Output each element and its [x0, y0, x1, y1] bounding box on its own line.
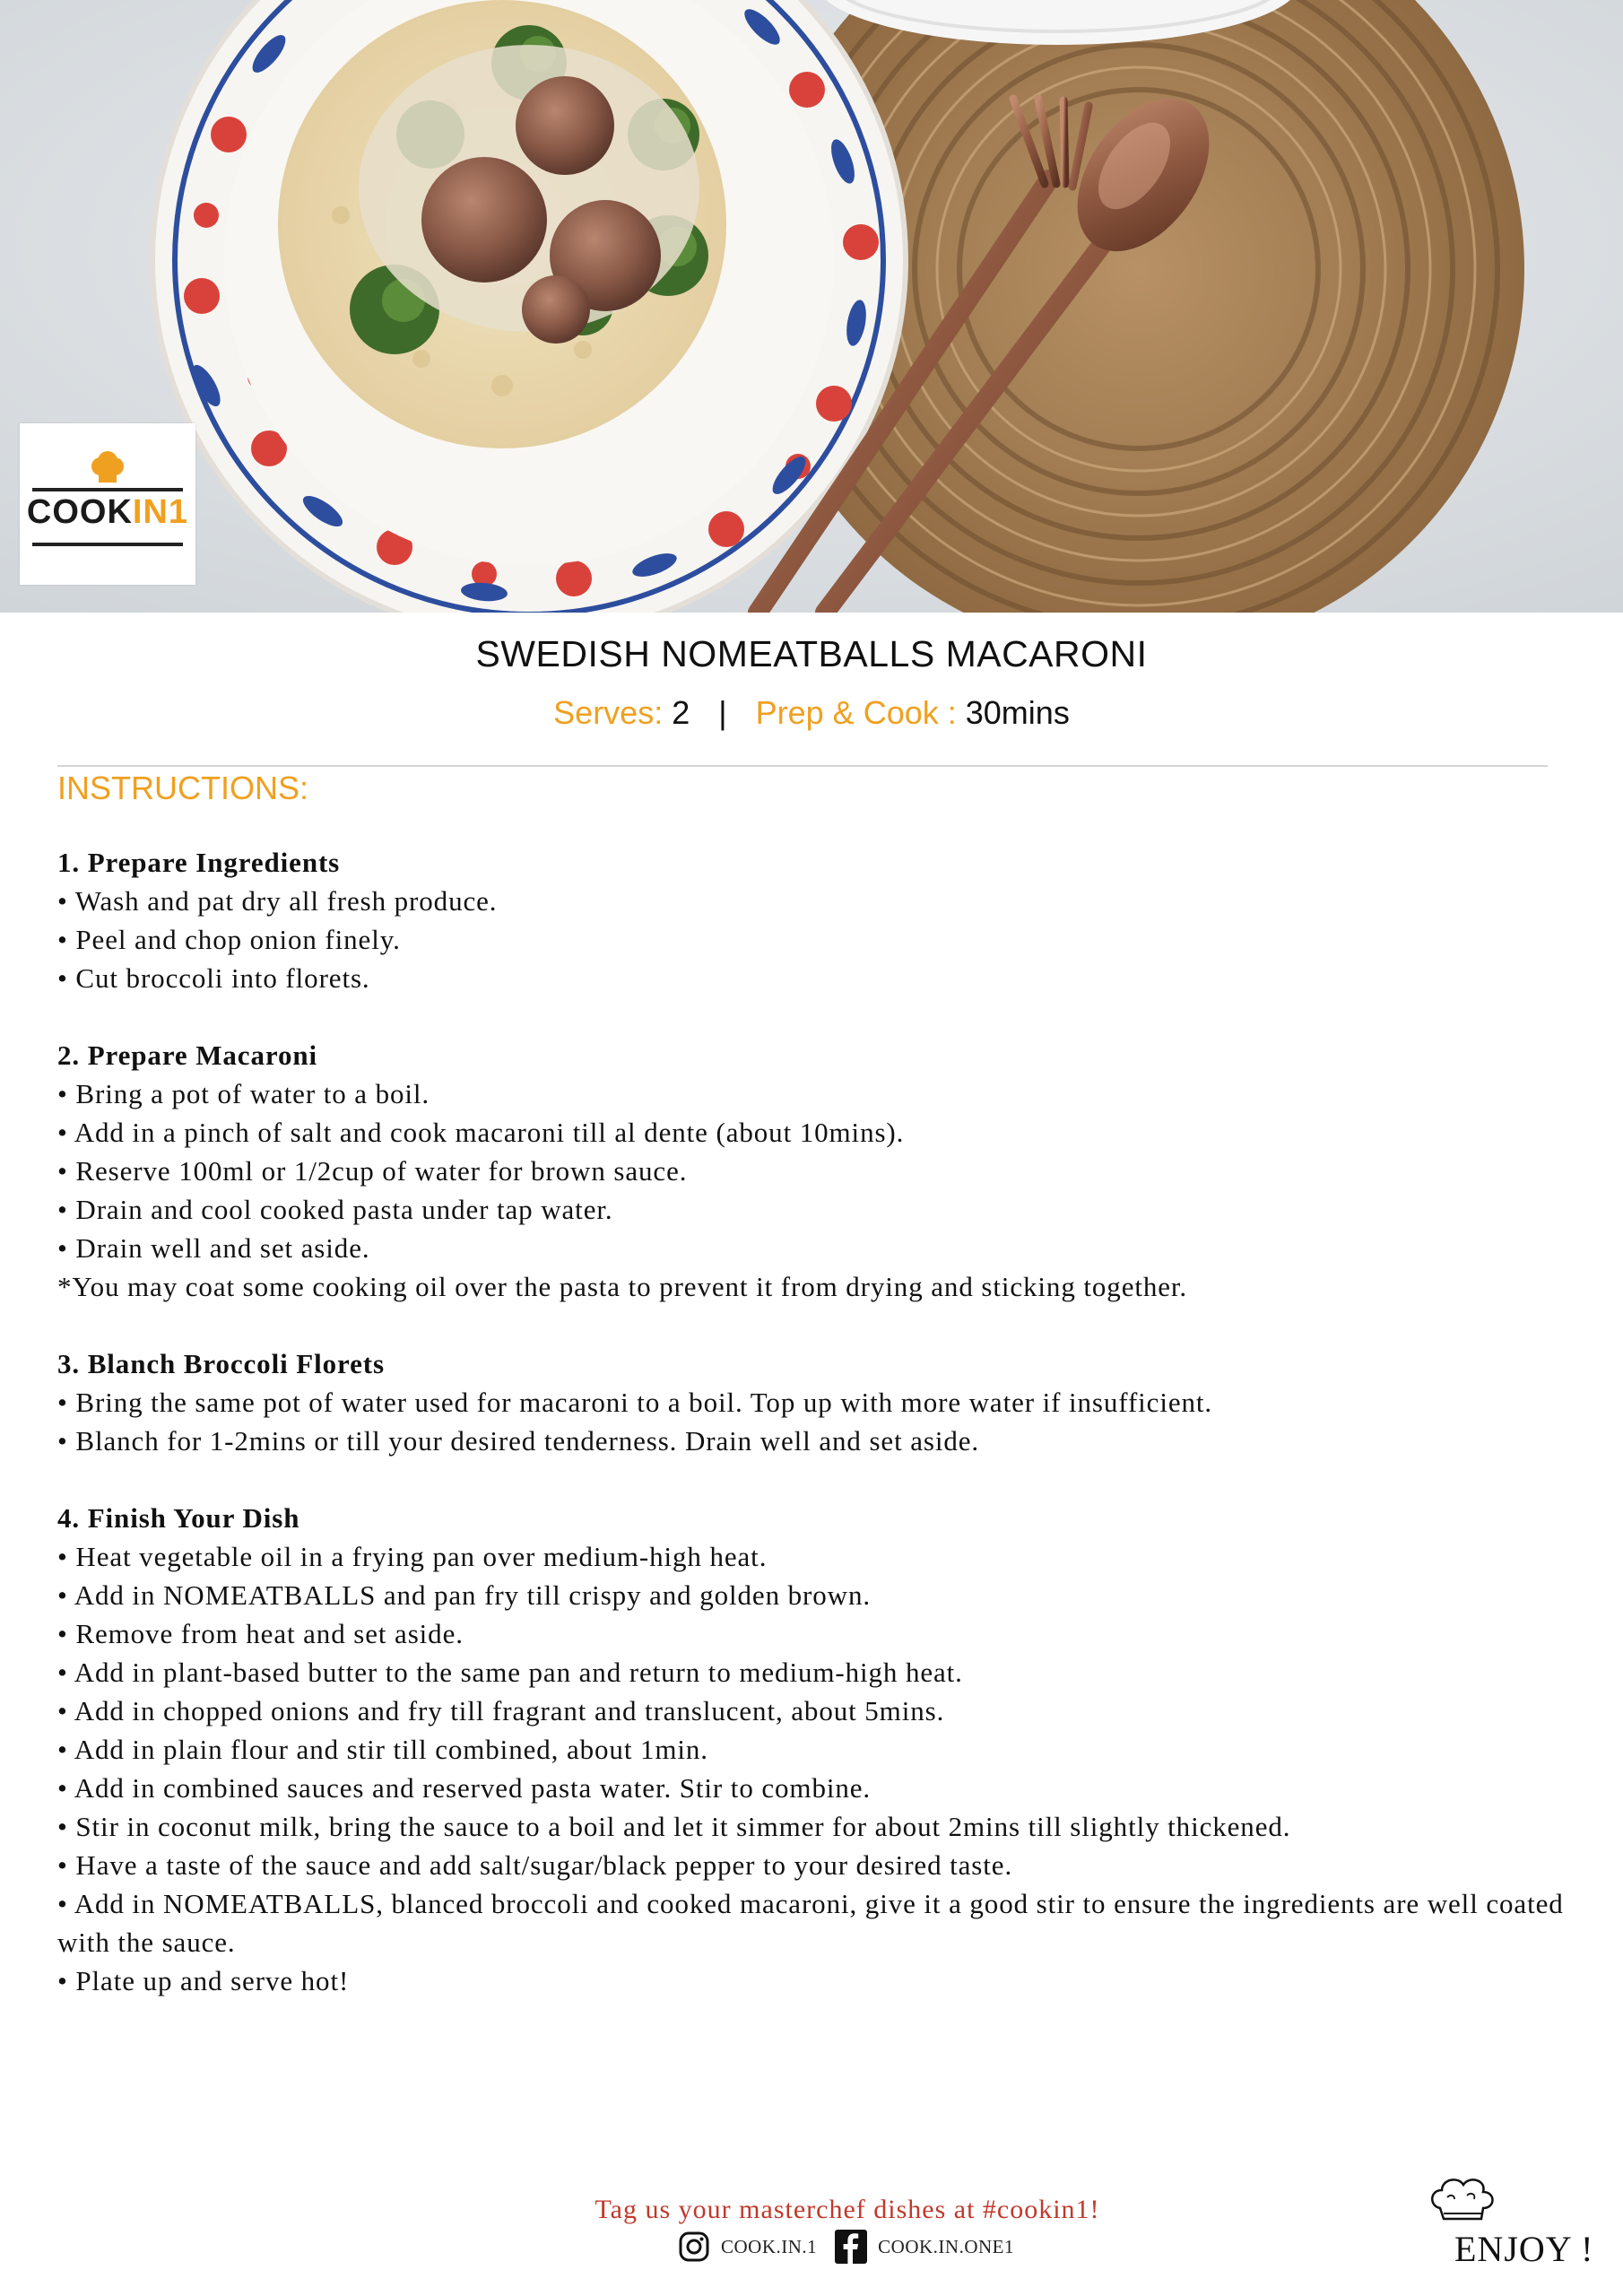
step-title: 4. Finish Your Dish — [57, 1502, 300, 1534]
chef-hat-icon — [1428, 2172, 1499, 2235]
instagram-link[interactable] — [678, 2231, 817, 2263]
step-line: • Bring a pot of water to a boil. — [57, 1078, 430, 1109]
step-3 — [57, 1344, 1564, 1460]
step-line: • Add in chopped onions and fry till fragrant and translucent, about 5mins. — [57, 1695, 945, 1726]
step-line: • Remove from heat and set aside. — [57, 1618, 464, 1649]
step-title: 3. Blanch Broccoli Florets — [57, 1348, 385, 1379]
facebook-icon — [835, 2230, 867, 2264]
enjoy-badge — [1428, 2172, 1607, 2271]
meta-separator: | — [718, 694, 727, 731]
cookin1-logo — [20, 423, 195, 585]
logo-wordmark: COOKIN1 — [26, 493, 189, 531]
prep-label: Prep & Cook : — [755, 694, 957, 731]
step-line: • Cut broccoli into florets. — [57, 962, 370, 994]
step-line: • Have a taste of the sauce and add salt/sugar/black pepper to your desired taste. — [57, 1849, 1013, 1881]
social-links — [678, 2228, 1032, 2266]
recipe-meta — [0, 694, 1623, 732]
facebook-link[interactable] — [835, 2230, 1014, 2264]
instructions-heading: INSTRUCTIONS: — [57, 770, 309, 806]
step-1 — [57, 843, 1564, 997]
facebook-handle: COOK.IN.ONE1 — [878, 2235, 1014, 2257]
step-title: 1. Prepare Ingredients — [57, 847, 341, 878]
instagram-handle: COOK.IN.1 — [721, 2235, 818, 2257]
serves-label: Serves: — [553, 694, 664, 731]
step-line: • Wash and pat dry all fresh produce. — [57, 885, 498, 917]
dish-illustration — [0, 0, 1623, 613]
step-note: *You may coat some cooking oil over the pasta to prevent it from drying and sticking together. — [57, 1271, 1188, 1302]
step-line: • Add in plant-based butter to the same pan and return to medium-high heat. — [57, 1657, 963, 1688]
hero-photo — [0, 0, 1623, 613]
step-line: • Add in a pinch of salt and cook macaroni till al dente (about 10mins). — [57, 1117, 905, 1148]
instagram-icon — [678, 2231, 710, 2263]
step-line: • Plate up and serve hot! — [57, 1965, 350, 1996]
step-4 — [57, 1499, 1564, 2000]
recipe-title: SWEDISH NOMEATBALLS MACARONI — [475, 633, 1148, 674]
step-line: • Drain and cool cooked pasta under tap water. — [57, 1194, 613, 1225]
step-line: • Add in NOMEATBALLS and pan fry till crispy and golden brown. — [57, 1579, 871, 1611]
step-line: • Bring the same pot of water used for macaroni to a boil. Top up with more water if insufficient. — [57, 1387, 1213, 1418]
step-line: • Peel and chop onion finely. — [57, 924, 401, 955]
step-line: • Reserve 100ml or 1/2cup of water for brown sauce. — [57, 1155, 688, 1187]
step-title: 2. Prepare Macaroni — [57, 1039, 318, 1071]
divider — [57, 765, 1548, 767]
step-line: • Add in combined sauces and reserved pasta water. Stir to combine. — [57, 1772, 872, 1804]
step-line: • Add in plain flour and stir till combined, about 1min. — [57, 1734, 708, 1765]
tagline: Tag us your masterchef dishes at #cookin1! — [595, 2195, 1100, 2224]
step-line: • Drain well and set aside. — [57, 1232, 370, 1264]
enjoy-text: ENJOY ! — [1454, 2229, 1594, 2269]
prep-value: 30mins — [965, 694, 1070, 731]
instructions-list — [57, 843, 1564, 2039]
serves-value: 2 — [672, 694, 690, 731]
step-line: • Heat vegetable oil in a frying pan over medium-high heat. — [57, 1541, 768, 1572]
step-2 — [57, 1036, 1564, 1306]
step-line: • Stir in coconut milk, bring the sauce to a boil and let it simmer for about 2mins till slightly thickened. — [57, 1811, 1291, 1842]
step-line: • Blanch for 1-2mins or till your desired tenderness. Drain well and set aside. — [57, 1425, 980, 1457]
step-line: • Add in NOMEATBALLS, blanced broccoli and cooked macaroni, give it a good stir to ensure the ingredients are well coated with the sauce. — [57, 1888, 1564, 1958]
